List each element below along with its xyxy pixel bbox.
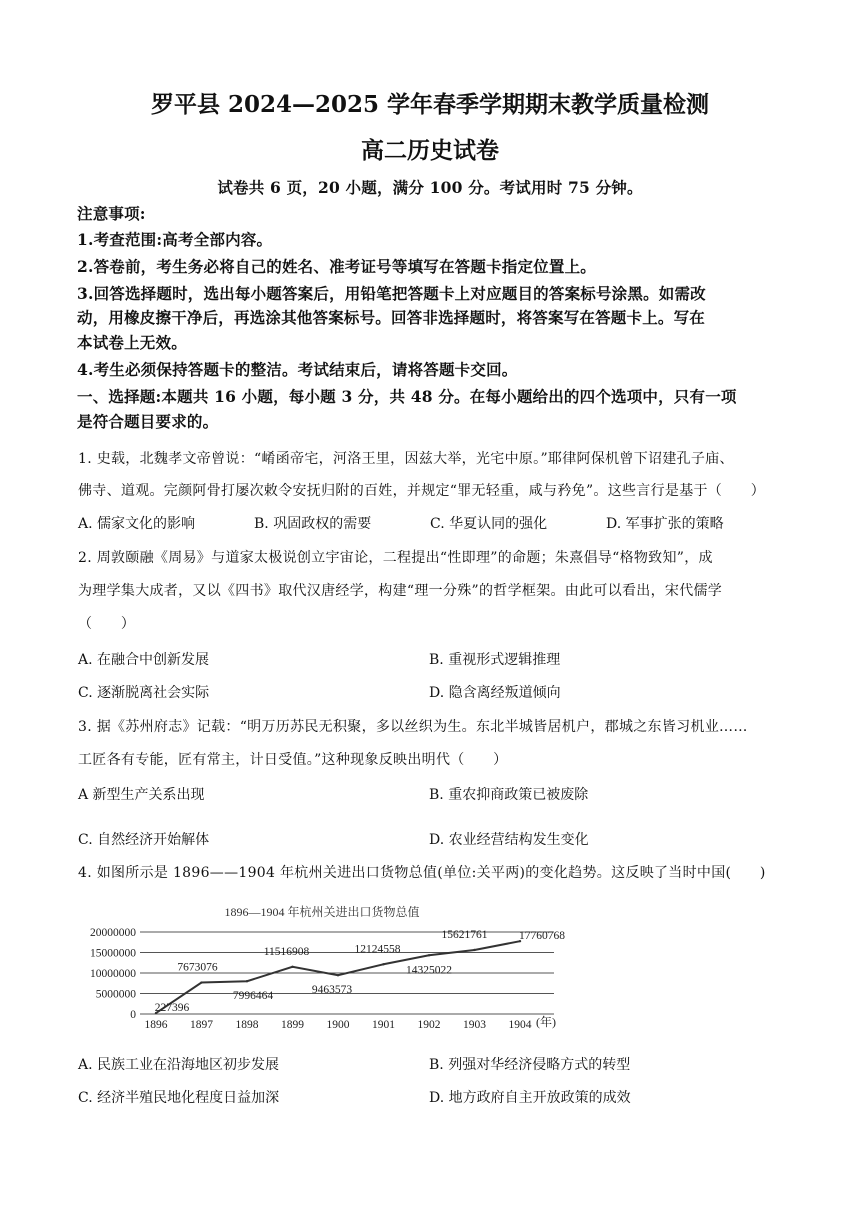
- x-tick-label: 1898: [235, 1019, 259, 1031]
- chart-title: 1896—1904 年杭州关进出口货物总值: [224, 905, 420, 919]
- x-tick-label: 1900: [326, 1019, 350, 1031]
- question-3-option-b[interactable]: B. 重农抑商政策已被废除: [429, 787, 589, 803]
- question-2-option-d[interactable]: D. 隐含离经叛道倾向: [429, 685, 561, 701]
- y-tick-label: 10000000: [90, 968, 136, 980]
- question-4-option-a[interactable]: A. 民族工业在沿海地区初步发展: [78, 1057, 280, 1073]
- question-3-option-a[interactable]: A 新型生产关系出现: [78, 787, 205, 803]
- data-label: 7673076: [177, 961, 218, 974]
- x-tick-label: 1897: [190, 1019, 213, 1031]
- x-tick-label: 1902: [417, 1019, 441, 1031]
- exam-title: 罗平县 2024—2025 学年春季学期期末教学质量检测: [150, 91, 710, 118]
- data-label: 15621761: [441, 928, 488, 941]
- question-1-option-d[interactable]: D. 军事扩张的策略: [606, 516, 724, 532]
- question-4-line-1: 4. 如图所示是 1896——1904 年杭州关进出口货物总值(单位:关平两)的变化趋势。这反映了当时中国( ): [78, 865, 766, 881]
- note-3-line-2: 动，用橡皮擦干净后，再选涂其他答案标号。回答非选择题时，将答案写在答题卡上。写在: [77, 308, 706, 327]
- data-label: 14325022: [406, 964, 452, 977]
- data-label: 12124558: [354, 943, 401, 956]
- data-point: [473, 949, 475, 951]
- data-label: 227396: [154, 1002, 190, 1015]
- x-tick-label: 1901: [372, 1019, 395, 1031]
- question-2-line-2: 为理学集大成者，又以《四书》取代汉唐经学，构建“理一分殊”的哲学框架。由此可以看出，宋代儒学: [78, 583, 723, 599]
- question-2-option-c[interactable]: C. 逐渐脱离社会实际: [78, 685, 210, 701]
- data-label: 11516908: [263, 945, 310, 958]
- data-point: [428, 954, 430, 956]
- x-axis-unit: (年): [536, 1015, 556, 1029]
- x-tick-label: 1903: [463, 1019, 486, 1031]
- question-1-line-1: 1. 史载，北魏孝文帝曾说：“崤函帝宅，河洛王里，因兹大举，光宅中原。”耶律阿保机曾下诏建孔子庙、: [78, 451, 734, 467]
- question-4-option-d[interactable]: D. 地方政府自主开放政策的成效: [429, 1090, 631, 1106]
- data-label: 17760768: [519, 930, 565, 943]
- series-line: [156, 941, 520, 1013]
- data-label: 7996464: [232, 990, 274, 1003]
- data-label: 9463573: [311, 984, 353, 997]
- x-tick-label: 1896: [144, 1019, 168, 1031]
- question-2-line-1: 2. 周敦颐融《周易》与道家太极说创立宇宙论，二程提出“性即理”的命题；朱熹倡导“格物致知”，成: [78, 550, 713, 566]
- question-3-option-d[interactable]: D. 农业经营结构发生变化: [429, 832, 589, 848]
- y-tick-label: 5000000: [95, 988, 136, 1001]
- question-3-line-2: 工匠各有专能，匠有常主，计日受值。”这种现象反映出明代（ ）: [78, 752, 508, 768]
- data-point: [246, 980, 248, 982]
- data-point: [337, 974, 339, 976]
- y-tick-label: 0: [130, 1009, 136, 1021]
- exam-info: 试卷共 6 页，20 小题，满分 100 分。考试用时 75 分钟。: [217, 178, 643, 197]
- question-2-option-a[interactable]: A. 在融合中创新发展: [78, 652, 210, 668]
- question-3-option-c[interactable]: C. 自然经济开始解体: [78, 832, 210, 848]
- question-2-line-3: （ ）: [78, 616, 136, 632]
- note-1: 1.考查范围:高考全部内容。: [77, 230, 273, 249]
- note-4: 4.考生必须保持答题卡的整洁。考试结束后，请将答题卡交回。: [77, 360, 518, 379]
- y-tick-label: 20000000: [90, 927, 136, 939]
- y-tick-label: 15000000: [90, 947, 136, 960]
- question-2-option-b[interactable]: B. 重视形式逻辑推理: [429, 652, 561, 668]
- section-1-heading-line-2: 是符合题目要求的。: [77, 412, 219, 431]
- data-point: [200, 981, 202, 983]
- question-1-option-b[interactable]: B. 巩固政权的需要: [254, 516, 372, 532]
- question-4-option-c[interactable]: C. 经济半殖民地化程度日益加深: [78, 1090, 280, 1106]
- section-1-heading-line-1: 一、选择题:本题共 16 小题，每小题 3 分，共 48 分。在每小题给出的四个选项中，只有一项: [77, 387, 737, 406]
- x-tick-label: 1904: [508, 1019, 532, 1031]
- question-3-line-1: 3. 据《苏州府志》记载：“明万历苏民无积聚，多以丝织为生。东北半城皆居机户，郡城之东皆习机业……: [78, 719, 748, 735]
- x-tick-label: 1899: [281, 1019, 304, 1031]
- note-2: 2.答卷前，考生务必将自己的姓名、准考证号等填写在答题卡指定位置上。: [77, 257, 596, 276]
- note-3-line-3: 本试卷上无效。: [77, 333, 187, 352]
- notes-heading: 注意事项:: [77, 204, 146, 223]
- data-point: [382, 963, 384, 965]
- note-3-line-1: 3.回答选择题时，选出每小题答案后，用铅笔把答题卡上对应题目的答案标号涂黑。如需改: [77, 284, 706, 303]
- question-4-option-b[interactable]: B. 列强对华经济侵略方式的转型: [429, 1057, 631, 1073]
- q4-line-chart: [70, 898, 610, 1038]
- question-1-option-a[interactable]: A. 儒家文化的影响: [78, 516, 196, 532]
- question-1-line-2: 佛寺、道观。完颜阿骨打屡次敕令安抚归附的百姓，并规定“罪无轻重，咸与矜免”。这些言行是基于（ ）: [78, 483, 766, 499]
- question-1-option-c[interactable]: C. 华夏认同的强化: [430, 516, 548, 532]
- exam-subtitle: 高二历史试卷: [361, 137, 499, 164]
- data-point: [291, 966, 293, 968]
